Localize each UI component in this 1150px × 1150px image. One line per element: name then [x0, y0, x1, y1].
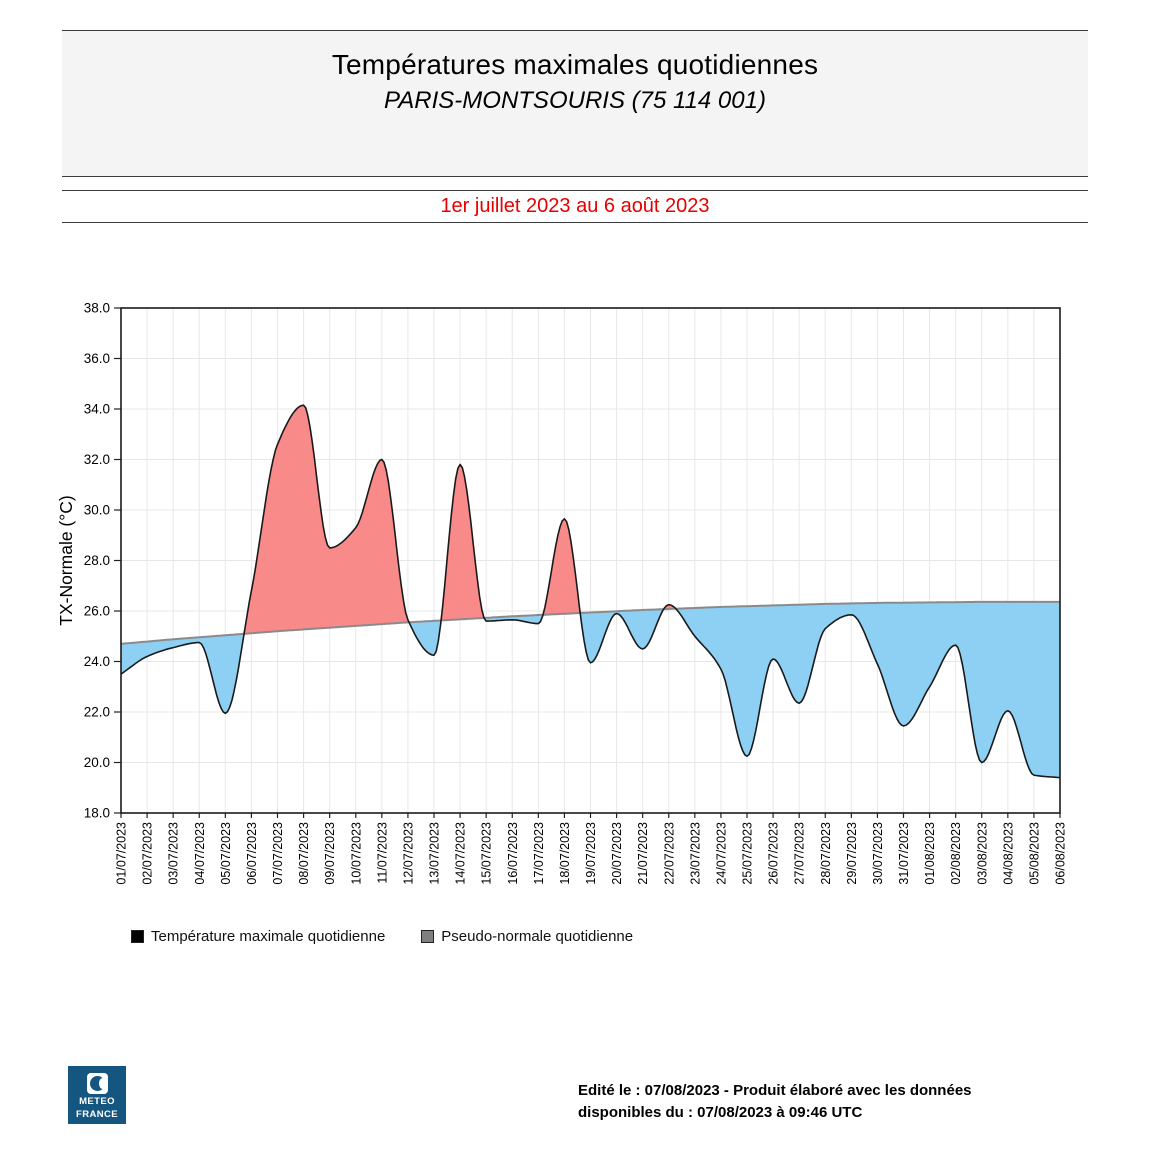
x-tick-label: 02/08/2023	[949, 822, 964, 885]
y-tick-label: 28.0	[83, 553, 110, 568]
y-tick-label: 20.0	[83, 755, 110, 770]
x-tick-label: 16/07/2023	[505, 822, 520, 885]
x-tick-label: 13/07/2023	[427, 822, 442, 885]
legend-item-normale	[421, 928, 633, 945]
x-tick-label: 27/07/2023	[792, 822, 807, 885]
y-tick-label: 36.0	[83, 351, 110, 366]
y-tick-label: 38.0	[83, 300, 110, 316]
x-tick-label: 18/07/2023	[557, 822, 572, 885]
page-title: Températures maximales quotidiennes	[331, 49, 819, 80]
x-tick-label: 10/07/2023	[349, 822, 364, 885]
x-tick-label: 05/07/2023	[218, 822, 233, 885]
y-tick-label: 32.0	[83, 452, 110, 467]
x-tick-label: 07/07/2023	[271, 822, 285, 885]
edition-footer	[578, 1080, 1048, 1124]
y-tick-label: 24.0	[83, 654, 110, 669]
footer-line-1: Edité le : 07/08/2023 - Produit élaboré avec les données	[578, 1082, 972, 1099]
x-tick-label: 08/07/2023	[297, 822, 312, 885]
temperature-swatch-icon	[131, 930, 144, 943]
x-tick-label: 14/07/2023	[453, 822, 468, 885]
normale-swatch-icon	[421, 930, 434, 943]
legend-label-normale: Pseudo-normale quotidienne	[441, 928, 634, 945]
x-tick-label: 24/07/2023	[714, 822, 729, 885]
x-tick-label: 28/07/2023	[818, 822, 833, 885]
x-tick-label: 11/07/2023	[375, 822, 390, 884]
chart-legend	[131, 928, 669, 945]
x-tick-label: 30/07/2023	[870, 822, 885, 885]
y-tick-label: 18.0	[83, 805, 110, 821]
logo-text-meteo: METEO	[79, 1096, 115, 1107]
x-tick-label: 06/07/2023	[244, 822, 259, 885]
legend-item-temperature	[131, 928, 385, 945]
legend-label-temperature: Température maximale quotidienne	[151, 928, 386, 945]
y-axis-title: TX-Normale (°C)	[56, 495, 76, 626]
meteo-france-icon	[87, 1073, 108, 1094]
x-tick-label: 25/07/2023	[740, 822, 755, 885]
x-tick-label: 04/07/2023	[192, 822, 207, 885]
x-tick-label: 21/07/2023	[636, 822, 651, 885]
x-tick-label: 23/07/2023	[688, 822, 703, 885]
x-tick-label: 22/07/2023	[662, 822, 677, 885]
y-tick-label: 22.0	[83, 704, 110, 720]
x-tick-label: 02/07/2023	[140, 822, 155, 885]
x-tick-label: 29/07/2023	[844, 822, 859, 885]
x-tick-label: 04/08/2023	[1001, 821, 1016, 885]
x-tick-label: 19/07/2023	[584, 822, 598, 885]
x-tick-label: 05/08/2023	[1027, 822, 1042, 885]
x-tick-label: 01/08/2023	[923, 822, 938, 885]
x-tick-label: 17/07/2023	[531, 822, 546, 885]
footer-line-2: disponibles du : 07/08/2023 à 09:46 UTC	[578, 1104, 863, 1121]
x-tick-label: 15/07/2023	[479, 822, 494, 885]
y-tick-label: 30.0	[83, 502, 110, 518]
x-tick-label: 20/07/2023	[610, 822, 625, 885]
x-tick-label: 03/08/2023	[975, 822, 990, 885]
x-tick-label: 03/07/2023	[166, 822, 181, 885]
station-subtitle: PARIS-MONTSOURIS (75 114 001)	[384, 87, 766, 114]
x-tick-label: 26/07/2023	[766, 822, 781, 885]
period-label: 1er juillet 2023 au 6 août 2023	[440, 195, 710, 217]
x-tick-label: 31/07/2023	[897, 822, 911, 885]
y-tick-label: 26.0	[83, 603, 110, 619]
x-tick-label: 06/08/2023	[1053, 822, 1068, 885]
x-tick-label: 12/07/2023	[401, 822, 416, 885]
logo-text-france: FRANCE	[76, 1109, 118, 1120]
x-tick-label: 01/07/2023	[114, 822, 129, 885]
y-tick-label: 34.0	[83, 401, 110, 417]
x-tick-label: 09/07/2023	[323, 822, 338, 885]
meteo-france-logo	[68, 1066, 126, 1124]
